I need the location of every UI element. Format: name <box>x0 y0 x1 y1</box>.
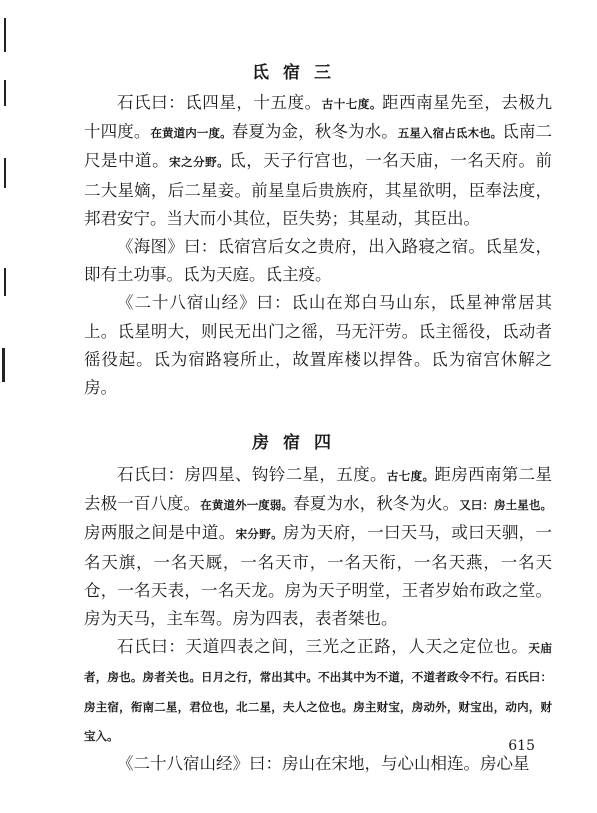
paragraph <box>84 750 552 778</box>
text-run: 石氏曰：天道四表之间，三光之正路，人天之定位也。 <box>117 637 529 657</box>
text-run: 距房西南第二星去极一百八度。 <box>84 465 553 514</box>
section-title-di: 氐宿三 <box>252 63 345 83</box>
text-run: 春夏为水，秋冬为火。 <box>293 494 460 514</box>
text-run: 氐，天子行宫也，一名天庙，一名天府。前二大星嫡，后二星妾。前星皇后贵族府，其星欲明，臣奉法度，邦君安宁。当大而小其位，臣失势；其星动，其臣出。 <box>84 151 553 228</box>
text-run: 《海图》曰：氐宿宫后女之贵府，出入路寝之宿。氐星发，即有土功事。氐为天庭。氐主疫。 <box>84 237 552 285</box>
scan-edge-mark <box>4 268 6 296</box>
paragraph <box>84 633 552 750</box>
text-run: 《二十八宿山经》曰：房山在宋地，与心山相连。房心星 <box>117 754 530 774</box>
text-run: 房两服之间是中道。 <box>84 523 236 543</box>
annotation-run: 五星入宿占氐木也。 <box>397 126 503 141</box>
scan-edge-mark <box>4 158 6 188</box>
annotation-run: 宋分野。 <box>235 527 283 542</box>
annotation-run: 古七度。 <box>386 469 435 483</box>
section-body-di <box>84 89 552 402</box>
scan-edge-mark <box>4 80 6 106</box>
annotation-run: 古十七度。 <box>321 97 382 111</box>
annotation-run: 又曰：房土星也。 <box>459 498 552 513</box>
text-run: 石氏曰：房四星、钩钤二星，五度。 <box>117 465 387 484</box>
paragraph <box>84 289 552 402</box>
section-body-fang <box>84 461 552 778</box>
text-run: 房为天府，一曰天马，或曰天驷，一名天旗，一名天厩，一名天市，一名天衔，一名天燕，一名天仓，一名天表，一名天龙。房为天子明堂，王者岁始布政之堂。房为天马，主车驾。房为四表，表者桀也。 <box>84 523 553 629</box>
annotation-run: 在黄道内一度。 <box>150 126 232 141</box>
paragraph <box>84 89 552 233</box>
text-run: 距西南星先至，去极九十四度。 <box>84 93 553 142</box>
annotation-run: 在黄道外一度弱。 <box>200 498 294 513</box>
annotation-run: 宋之分野。 <box>169 155 230 170</box>
section-title-fang: 房宿四 <box>252 433 345 453</box>
text-run: 春夏为金，秋冬为水。 <box>231 122 398 142</box>
annotation-run: 天庙者，房也。房者关也。日月之行，常出其中。不出其中为不道，不道者政令不行。石氏曰：房主宿，衔南二星，君位也，北二星，夫人之位也。房主财宝，房动外，财宝出，动内，财宝入。 <box>84 641 553 743</box>
scan-edge-mark <box>2 348 5 382</box>
text-run: 石氏曰：氐四星，十五度。 <box>117 93 322 112</box>
text-run: 氐南二尺是中道。 <box>84 122 552 171</box>
paragraph <box>84 233 552 289</box>
page-number: 615 <box>508 738 535 754</box>
paragraph <box>84 461 552 633</box>
scan-edge-mark <box>4 18 6 52</box>
text-run: 《二十八宿山经》曰：氐山在郑白马山东，氐星神常居其上。氐星明大，则民无出门之徭，马无汗劳。氐主徭役，氐动者徭役起。氐为宿路寝所止，故置库楼以捍咎。氐为宿宫休解之房。 <box>84 293 552 398</box>
